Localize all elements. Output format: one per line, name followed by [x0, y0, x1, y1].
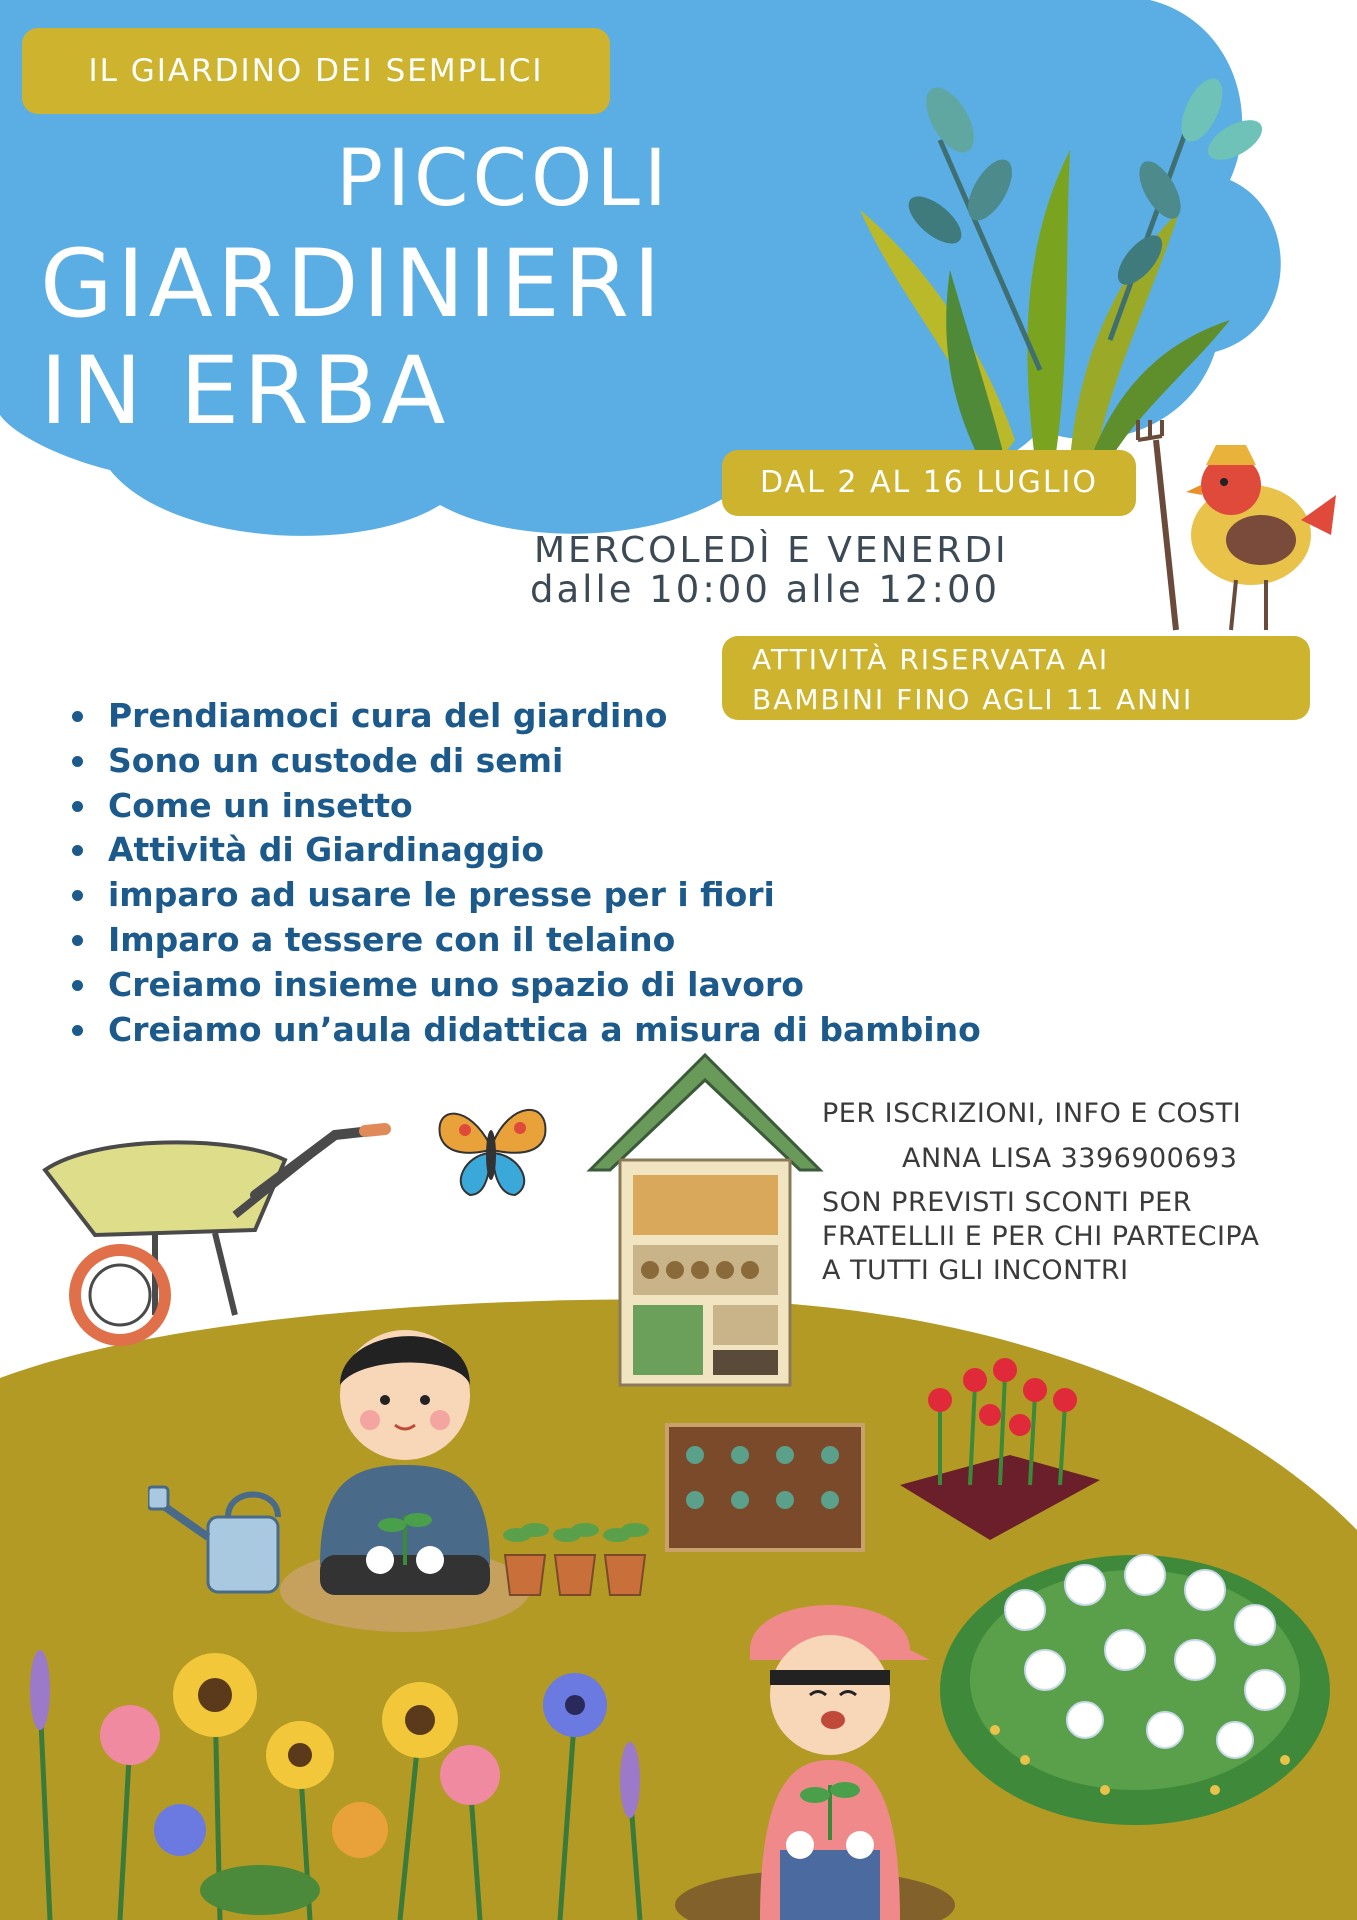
gardening-boy-icon [280, 1315, 530, 1605]
red-flower-bed-icon [900, 1345, 1100, 1545]
discount-line: FRATELLII E PER CHI PARTECIPA [822, 1221, 1260, 1252]
contact-heading: PER ISCRIZIONI, INFO E COSTI [822, 1098, 1242, 1129]
activity-item: Attività di Giardinaggio [70, 828, 981, 873]
butterfly-icon [430, 1095, 555, 1205]
activity-item: Creiamo insieme uno spazio di lavoro [70, 963, 981, 1008]
activity-item: Imparo a tessere con il telaino [70, 918, 981, 963]
wildflowers-icon [0, 1640, 700, 1920]
insect-hotel-icon [585, 1050, 825, 1390]
discount-info [822, 1186, 1259, 1288]
discount-line: SON PREVISTI SCONTI PER [822, 1187, 1192, 1218]
activity-item: Prendiamoci cura del giardino [70, 694, 981, 739]
activity-item: Sono un custode di semi [70, 739, 981, 784]
organization-tag: IL GIARDINO DEI SEMPLICI [22, 28, 610, 114]
bird-with-fork-icon [1126, 420, 1346, 635]
audience-line-1: ATTIVITÀ RISERVATA AI [752, 643, 1110, 676]
title-line-1: PICCOLI [336, 134, 671, 224]
dates-tag: DAL 2 AL 16 LUGLIO [722, 450, 1136, 516]
white-flower-bush-icon [935, 1530, 1335, 1830]
audience-line-2: BAMBINI FINO AGLI 11 ANNI [752, 683, 1194, 716]
seedling-pots-icon [495, 1500, 655, 1600]
activity-item: imparo ad usare le presse per i fiori [70, 873, 981, 918]
discount-line: A TUTTI GLI INCONTRI [822, 1255, 1129, 1286]
activity-item: Come un insetto [70, 784, 981, 829]
contact-person: ANNA LISA 3396900693 [902, 1143, 1238, 1174]
schedule-days: MERCOLEDÌ E VENERDI [534, 530, 1009, 571]
watering-can-icon [148, 1482, 298, 1597]
schedule-hours: dalle 10:00 alle 12:00 [530, 568, 1001, 611]
gardening-girl-icon [730, 1590, 930, 1920]
activity-list [70, 694, 981, 1052]
title-line-3: IN ERBA [40, 337, 450, 446]
activity-item: Creiamo un’aula didattica a misura di bambino [70, 1008, 981, 1053]
title-line-2: GIARDINIERI [40, 230, 665, 339]
leaf-plant-icon [840, 40, 1280, 460]
seed-tray-icon [665, 1415, 865, 1555]
